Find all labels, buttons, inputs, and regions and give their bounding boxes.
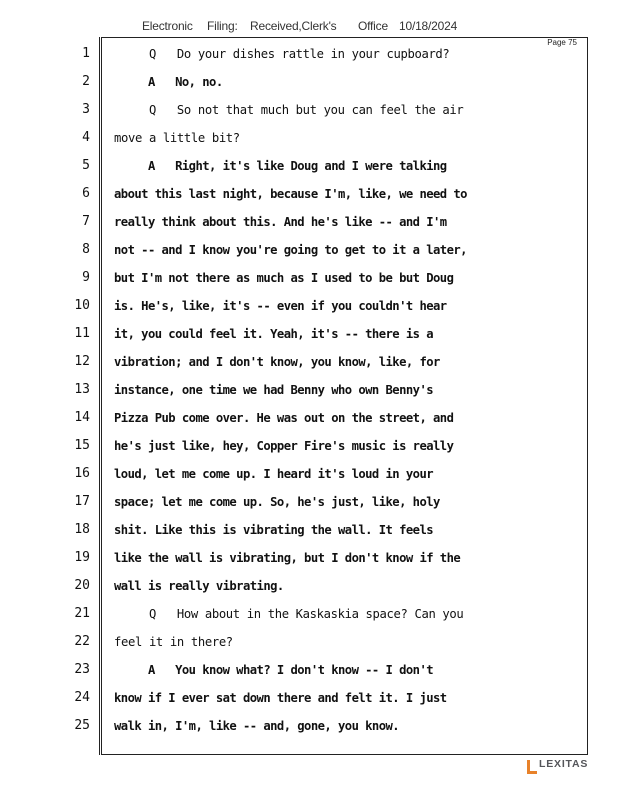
line-text: like the wall is vibrating, but I don't know if the	[114, 551, 461, 565]
line-number: 19	[74, 550, 90, 565]
line-number: 11	[74, 326, 90, 341]
line-text: wall is really vibrating.	[114, 579, 284, 593]
header-electronic: Electronic	[142, 19, 193, 33]
header-office: Office	[358, 19, 388, 33]
line-number: 21	[74, 606, 90, 621]
line-text: feel it in there?	[114, 635, 233, 649]
line-number: 12	[74, 354, 90, 369]
line-number: 7	[82, 214, 90, 229]
transcript-line	[0, 492, 618, 512]
transcript-line	[0, 296, 618, 316]
line-number: 9	[82, 270, 90, 285]
line-text: but I'm not there as much as I used to be but Doug	[114, 271, 454, 285]
transcript-line	[0, 716, 618, 736]
transcript-line	[0, 324, 618, 344]
header-received: Received,Clerk's	[250, 19, 337, 33]
transcript-line	[0, 660, 618, 680]
transcript-line	[0, 72, 618, 92]
header-date: 10/18/2024	[399, 19, 458, 33]
line-number: 3	[82, 102, 90, 117]
line-text: know if I ever sat down there and felt it. I just	[114, 691, 447, 705]
line-number: 6	[82, 186, 90, 201]
line-text: move a little bit?	[114, 131, 240, 145]
line-text: about this last night, because I'm, like, we need to	[114, 187, 467, 201]
line-number: 16	[74, 466, 90, 481]
line-number: 4	[82, 130, 90, 145]
line-number: 23	[74, 662, 90, 677]
line-text: it, you could feel it. Yeah, it's -- there is a	[114, 327, 434, 341]
transcript-line	[0, 604, 618, 624]
transcript-line	[0, 212, 618, 232]
line-text: is. He's, like, it's -- even if you couldn't hear	[114, 299, 447, 313]
transcript-line	[0, 464, 618, 484]
line-text: Q How about in the Kaskaskia space? Can you	[114, 607, 464, 621]
line-text: space; let me come up. So, he's just, like, holy	[114, 495, 440, 509]
line-text: vibration; and I don't know, you know, like, for	[114, 355, 440, 369]
line-number: 10	[74, 298, 90, 313]
line-text: he's just like, hey, Copper Fire's music is really	[114, 439, 454, 453]
line-text: Pizza Pub come over. He was out on the street, and	[114, 411, 454, 425]
transcript-line	[0, 128, 618, 148]
transcript-line	[0, 380, 618, 400]
transcript-line	[0, 436, 618, 456]
transcript-line	[0, 408, 618, 428]
line-number: 15	[74, 438, 90, 453]
transcript-line	[0, 268, 618, 288]
line-text: Q Do your dishes rattle in your cupboard?	[114, 47, 450, 61]
transcript-line	[0, 100, 618, 120]
transcript-line	[0, 352, 618, 372]
line-text: instance, one time we had Benny who own Benny's	[114, 383, 434, 397]
lexitas-logo-text: LEXITAS	[539, 758, 589, 770]
line-text: shit. Like this is vibrating the wall. It feels	[114, 523, 434, 537]
line-text: loud, let me come up. I heard it's loud in your	[114, 467, 434, 481]
line-text: A Right, it's like Doug and I were talking	[114, 159, 447, 173]
line-text: Q So not that much but you can feel the air	[114, 103, 464, 117]
line-number: 5	[82, 158, 90, 173]
filing-header	[0, 19, 618, 35]
line-number: 22	[74, 634, 90, 649]
lexitas-logo	[526, 757, 596, 777]
transcript-line	[0, 184, 618, 204]
transcript-line	[0, 156, 618, 176]
line-text: not -- and I know you're going to get to it a later,	[114, 243, 467, 257]
line-number: 14	[74, 410, 90, 425]
transcript-line	[0, 520, 618, 540]
transcript-line	[0, 44, 618, 64]
page-number: Page 75	[547, 38, 577, 47]
transcript-line	[0, 240, 618, 260]
line-number: 8	[82, 242, 90, 257]
header-filing: Filing:	[207, 19, 238, 33]
line-number: 24	[74, 690, 90, 705]
line-text: really think about this. And he's like -- and I'm	[114, 215, 447, 229]
transcript-line	[0, 688, 618, 708]
line-number: 25	[74, 718, 90, 733]
line-number: 20	[74, 578, 90, 593]
transcript-line	[0, 548, 618, 568]
line-number: 18	[74, 522, 90, 537]
line-number: 2	[82, 74, 90, 89]
line-text: A You know what? I don't know -- I don't	[114, 663, 434, 677]
line-text: walk in, I'm, like -- and, gone, you know.	[114, 719, 400, 733]
line-number: 13	[74, 382, 90, 397]
line-number: 1	[82, 46, 90, 61]
line-text: A No, no.	[114, 75, 223, 89]
lexitas-mark-icon	[526, 759, 538, 775]
line-number: 17	[74, 494, 90, 509]
transcript-line	[0, 576, 618, 596]
transcript-line	[0, 632, 618, 652]
